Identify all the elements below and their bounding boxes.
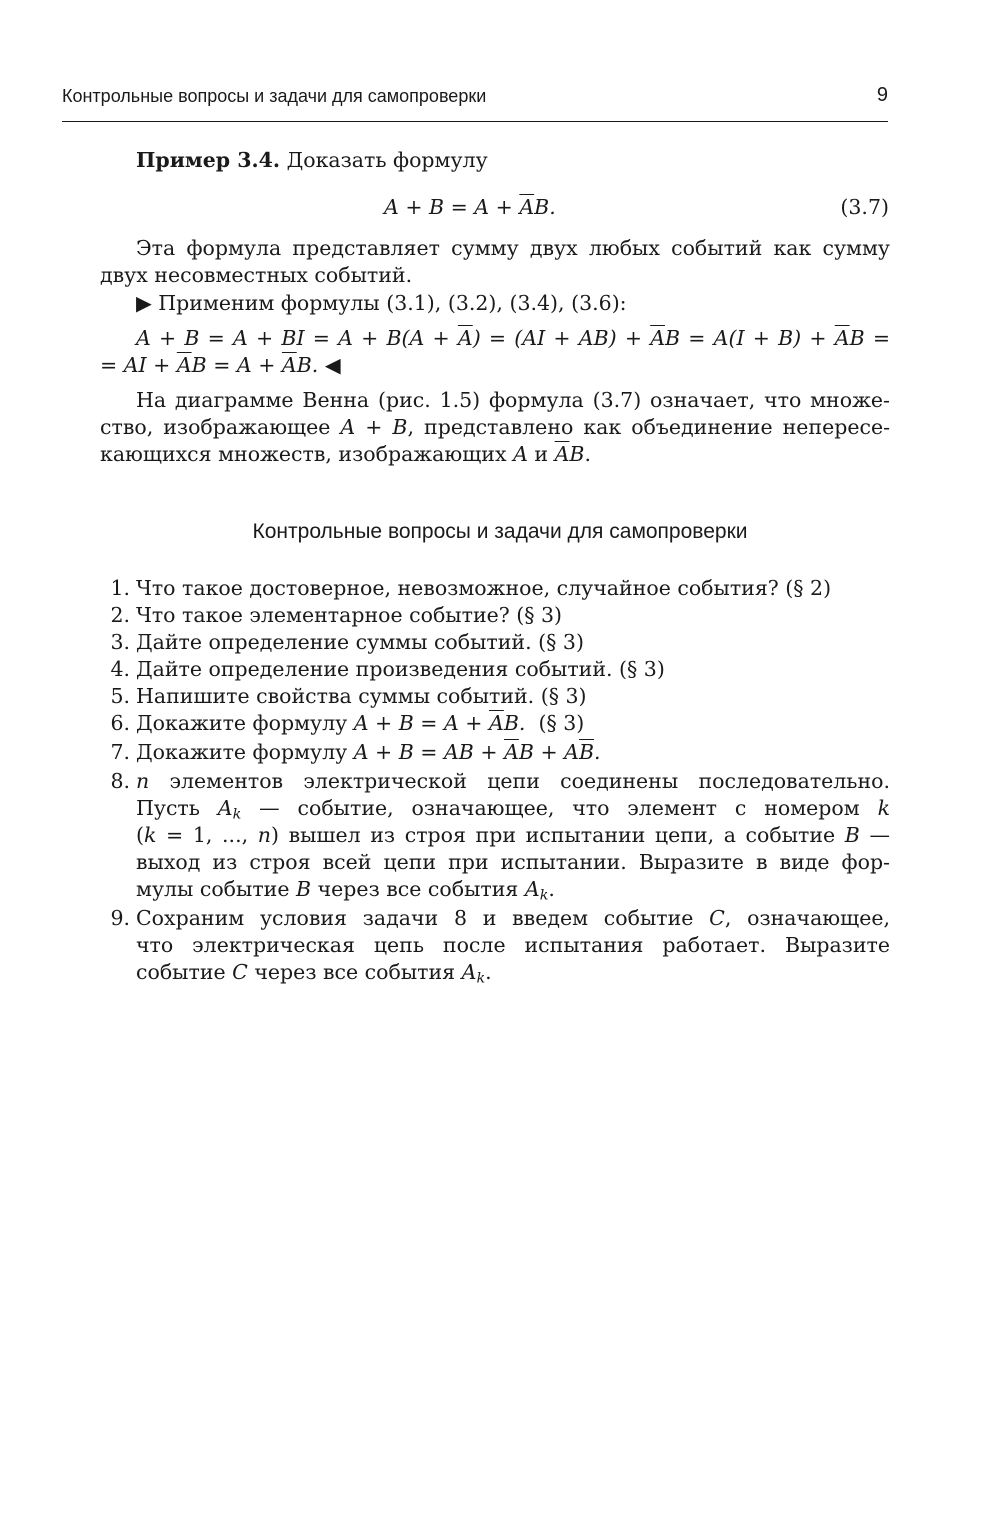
proof-intro-line — [100, 290, 890, 317]
formula-description: Эта формула представляет сумму двух любых событий как сумму двух несовместных событий. — [100, 236, 890, 287]
venn-line-3: кающихся множеств, изображающих A и $\overline{A}B$. — [100, 442, 592, 466]
questions-list — [100, 575, 890, 986]
list-item-text: Что такое достоверное, невозможное, случайное события? (§ 2) — [136, 576, 832, 600]
list-item-text: Дайте определение произведения событий. (§ 3) — [136, 657, 665, 681]
formula-number: (3.7) — [840, 195, 889, 219]
proof-line-2: = AI + $\overline{A}B = A + \overline{A}B$. ◀ — [100, 353, 341, 377]
venn-line-2-text-a: ство, изображающее — [100, 415, 331, 439]
proof-line-1: A + B = A + BI = $A + B(A + \overline{A}) = (AI + AB) + \overline{A}B = A(I + B) + \overline{A}B$ = — [136, 326, 890, 350]
list-item: 7. Докажите формулу A + B = AB + $\overline{A}B + A\overline{B}$. — [100, 739, 890, 766]
list-item — [100, 575, 890, 602]
q9-text-3: что электрическая цепь после испытания работает. Выразите — [136, 933, 890, 957]
proof-end-marker-icon: ◀ — [324, 353, 341, 377]
list-item — [100, 656, 890, 683]
list-item: 8. n элементов электрической цепи соединены последовательно. Пусть $A_k$ — событие, означающее, что элемент с номером k (k = 1, ..., n) вышел из строя при испытании цепи, а событие B — выход из строя всей цепи при испытании. Выразите в виде фор- мулы событие B через все события $A_k$. — [100, 768, 890, 903]
proof-intro: Применим формулы (3.1), (3.2), (3.4), (3.6): — [158, 291, 627, 315]
example-intro: Доказать формулу — [286, 148, 488, 172]
list-item-number: 5. — [110, 684, 130, 708]
q8-text-5: — — [869, 823, 890, 847]
list-item-text: Дайте определение суммы событий. (§ 3) — [136, 630, 584, 654]
list-item-number: 4. — [110, 657, 130, 681]
list-item-text: Напишите свойства суммы событий. (§ 3) — [136, 684, 587, 708]
venn-line-3-text-b: и — [534, 442, 549, 466]
list-item-number: 1. — [110, 576, 130, 600]
list-item-number: 7. — [110, 740, 130, 764]
venn-line-2: ство, изображающее A + B, представлено как объединение непересе- — [100, 415, 890, 439]
q9-text-5: через все события — [254, 960, 456, 984]
venn-line-1: На диаграмме Венна (рис. 1.5) формула (3.7) означает, что множе- — [136, 388, 890, 412]
list-item: 6. Докажите формулу $A + B = A + \overline{A}B$. (§ 3) — [100, 710, 890, 737]
example-heading — [100, 147, 890, 174]
list-item-number: 8. — [110, 769, 130, 793]
section-title: Контрольные вопросы и задачи для самопроверки — [252, 520, 748, 543]
list-item — [100, 629, 890, 656]
q9-text-1: Сохраним условия задачи 8 и введем событие — [136, 906, 694, 930]
q8-text-3: — событие, означающее, что элемент с номером — [259, 796, 860, 820]
page-number: 9 — [876, 84, 888, 106]
example-label: Пример 3.4. — [136, 148, 281, 172]
q8-text-4: вышел из строя при испытании цепи, а событие — [288, 823, 836, 847]
list-item — [100, 683, 890, 710]
q8-text-8: через все события — [317, 877, 519, 901]
q8-text-6: выход из строя всей цепи при испытании. Выразите в виде фор- — [136, 850, 890, 874]
header-title: Контрольные вопросы и задачи для самопроверки — [62, 86, 487, 106]
list-item-number: 2. — [110, 603, 130, 627]
list-item: 9. Сохраним условия задачи 8 и введем событие C, означающее, что электрическая цепь после испытания работает. Выразите событие C через все события $A_k$. — [100, 905, 890, 986]
list-item-ref: (§ 3) — [538, 711, 585, 735]
list-item-number: 3. — [110, 630, 130, 654]
list-item-text: Что такое элементарное событие? (§ 3) — [136, 603, 563, 627]
formula-3-7 — [0, 194, 1000, 224]
list-item-text: Докажите формулу — [136, 740, 348, 764]
formula-expression: $A + B = A + \overline{A}B$. — [384, 195, 556, 219]
venn-line-3-text-a: кающихся множеств, изображающих — [100, 442, 507, 466]
list-item — [100, 602, 890, 629]
q9-text-2: , означающее, — [724, 906, 890, 930]
proof-start-marker-icon: ▶ — [136, 291, 152, 315]
venn-line-2-text-b: , представлено как объединение непересе- — [407, 415, 890, 439]
q9-text-4: событие — [136, 960, 226, 984]
list-item-text: Докажите формулу — [136, 711, 348, 735]
list-item-number: 9. — [110, 906, 130, 930]
q8-text-1: элементов электрической цепи соединены последовательно. — [169, 769, 890, 793]
list-item-number: 6. — [110, 711, 130, 735]
q8-text-7: мулы событие — [136, 877, 290, 901]
header-divider — [62, 121, 888, 122]
q8-text-2: Пусть — [136, 796, 200, 820]
